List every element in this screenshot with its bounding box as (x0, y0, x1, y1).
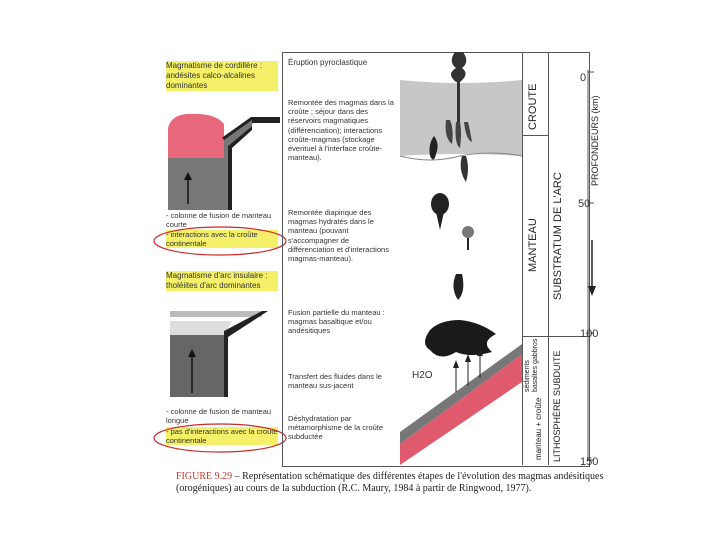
melting-zone (425, 320, 496, 357)
sediments-label: sédiments basaltes gabbros (524, 338, 539, 392)
conduit (457, 82, 460, 122)
arrow-down-icon (588, 286, 596, 296)
diapir-3 (453, 274, 463, 300)
cordillera-label: Magmatisme de cordillère : andésites calco-alcalines dominantes (166, 61, 278, 91)
zone-column-border (522, 52, 523, 465)
stages-column (282, 52, 400, 465)
ellipse-top (154, 227, 286, 255)
stage-5: Transfert des fluides dans le manteau sus-jacent (288, 372, 382, 391)
subduction-section (400, 52, 522, 465)
depth-axis (572, 60, 612, 465)
stage-2: Remontée des magmas dans la croûte ; séjour dans des réservoirs magmatiques (différenciation); interactions croûte-magmas (stockage éventuel à l'interface croûte-manteau). (288, 98, 394, 163)
croute-divider (522, 135, 548, 136)
caption-text: – Représentation schématique des différentes étapes de l'évolution des magmas andésitiques (orogéniques) au cours de la subduction (R.C. Maury, 1984 à partir de Ringwood, 1977). (176, 471, 604, 494)
stage-4: Fusion partielle du manteau : magmas basaltique et/ou andésitiques (288, 308, 385, 336)
substratum-label: SUBSTRATUM DE L'ARC (552, 172, 564, 300)
top-note-1: - colonne de fusion de manteau courte (166, 211, 272, 229)
stage-6: Déshydratation par métamorphisme de la croûte subductée (288, 414, 384, 442)
top-note-2: - interactions avec la croûte continentale (166, 230, 278, 248)
eruption-plume (451, 52, 466, 82)
zone-column-border-2 (548, 52, 549, 465)
manteau-label: MANTEAU (527, 218, 539, 272)
cordillera-sketch (162, 100, 280, 210)
depth-tick-150: 150 (580, 456, 599, 468)
depth-tick-50: 50 (578, 198, 591, 210)
figure-number: FIGURE 9.29 (176, 471, 233, 482)
interface-blob (461, 156, 468, 182)
highlight-ellipses (150, 220, 290, 460)
lithosphere-label: LITHOSPHÈRE SUBDUITE (552, 350, 562, 462)
depth-axis-title: PROFONDEURS (km) (590, 95, 600, 186)
island-arc-label: Magmatisme d'arc insulaire : tholéiites d'arc dominantes (166, 271, 278, 291)
manteau-croute-label: manteau + croûte (534, 397, 543, 460)
depth-tick-100: 100 (580, 328, 599, 340)
crust-band (400, 80, 522, 156)
h2o-label: H2O (412, 370, 433, 381)
diapir-1 (431, 193, 449, 215)
continental-crust-red (168, 114, 224, 158)
diapir-1-tail (436, 212, 444, 230)
ellipse-bottom (154, 424, 286, 452)
bottom-note-1: - colonne de fusion de manteau longue (166, 407, 272, 425)
stage-1: Éruption pyroclastique (288, 58, 368, 67)
figure-caption (176, 471, 616, 495)
stage-3: Remontée diapirique des magmas hydratés dans le manteau (pouvant s'accompagner de différenciation et d'interactions magmas-manteau). (288, 208, 389, 264)
croute-label: CROUTE (527, 83, 539, 130)
diapir-2 (462, 226, 474, 238)
bottom-note-2: - pas d'interactions avec la croûte continentale (166, 427, 278, 445)
depth-tick-0: 0 (580, 72, 587, 84)
